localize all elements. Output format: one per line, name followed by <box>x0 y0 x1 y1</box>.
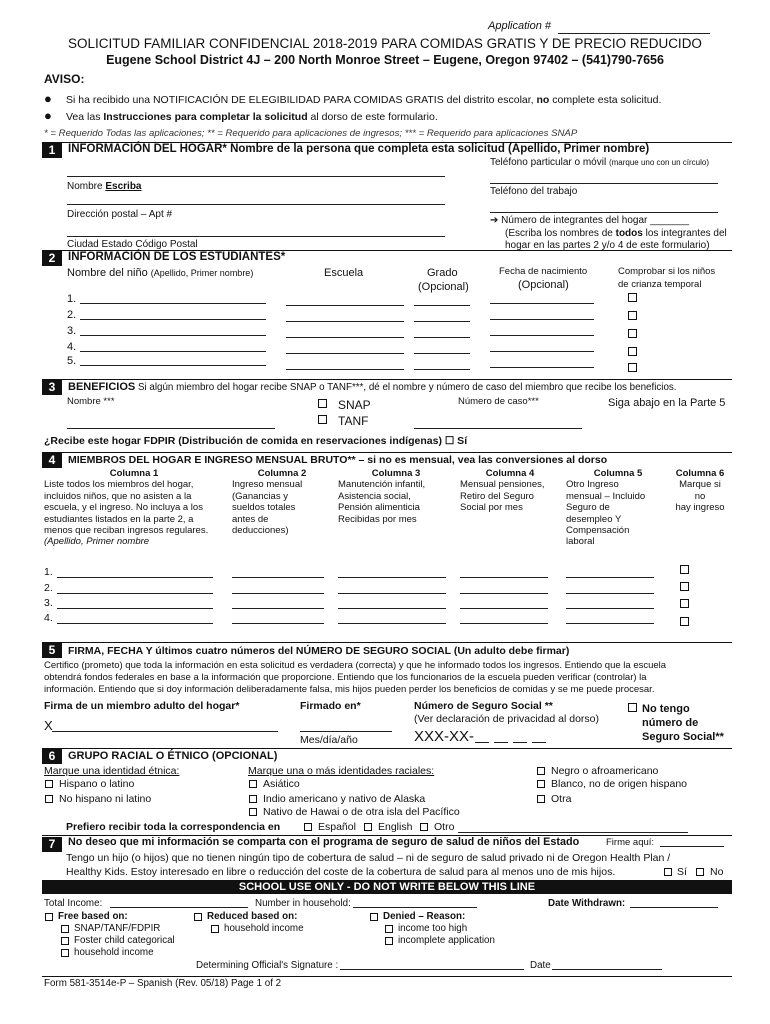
english-checkbox[interactable] <box>364 823 372 831</box>
home-phone-field[interactable] <box>490 183 718 184</box>
monthly-income-field[interactable] <box>232 577 324 578</box>
official-signature-label: Determining Official's Signature : <box>196 960 339 971</box>
income-row <box>0 612 770 628</box>
section-2-title: INFORMACIÓN DE LOS ESTUDIANTES* <box>68 251 286 263</box>
foster-checkbox[interactable] <box>628 363 637 372</box>
snap-checkbox[interactable] <box>318 399 327 408</box>
continue-note: Siga abajo en la Parte 5 <box>608 397 726 409</box>
child-support-field[interactable] <box>338 577 446 578</box>
row-number: 3. <box>67 325 77 337</box>
name-label: Nombre Escriba <box>67 181 142 192</box>
pension-field[interactable] <box>460 593 548 594</box>
case-number-field[interactable] <box>414 428 582 429</box>
no-ssn-label-3: Seguro Social** <box>642 731 724 743</box>
free-checkbox[interactable] <box>45 913 53 921</box>
date-signed-field[interactable] <box>300 731 392 732</box>
ssn-privacy-note: (Ver declaración de privacidad al dorso) <box>414 713 600 725</box>
other-language-field[interactable] <box>458 832 688 833</box>
student-row <box>0 293 770 309</box>
section-4-title: MIEMBROS DEL HOGAR E INGRESO MENSUAL BRUTO** – si no es mensual, vea las conversiones al dorso <box>68 454 608 466</box>
asian-label: Asiático <box>263 778 300 790</box>
student-row <box>0 341 770 357</box>
work-phone-field[interactable] <box>490 212 718 213</box>
member-name-field[interactable] <box>57 593 213 594</box>
grade-field[interactable] <box>414 305 470 306</box>
child-support-field[interactable] <box>338 593 446 594</box>
free-household-income-label: household income <box>74 947 154 958</box>
native-american-label: Indio americano y nativo de Alaska <box>263 793 426 805</box>
grade-field[interactable] <box>414 353 470 354</box>
free-label: Free based on: <box>58 911 128 922</box>
application-number-label: Application # <box>488 20 551 32</box>
column-1-description: Columna 1 Liste todos los miembros del hogar, incluidos niños, que no asisten a la escuela, y el ingreso. No incluya a los estudiantes listados en la parte 2, a menos que reciban ingresos regulares. (Apellido, Primer nombre <box>44 468 209 548</box>
spanish-checkbox[interactable] <box>304 823 312 831</box>
column-3-description: Columna 3 Manutención infantil, Asistencia social, Pensión alimenticia Recibidas por mes <box>338 468 426 525</box>
district-subtitle: Eugene School District 4J – 200 North Monroe Street – Eugene, Oregon 97402 – (541)790-7656 <box>106 53 664 67</box>
aviso-bullet-1: Si ha recibido una NOTIFICACIÓN DE ELEGIBILIDAD PARA COMIDAS GRATIS del distrito escolar, no complete esta solicitud. <box>66 94 662 106</box>
reduced-household-income-checkbox[interactable] <box>211 925 219 933</box>
section-6-title: GRUPO RACIAL O ÉTNICO (OPCIONAL) <box>68 750 278 762</box>
incomplete-application-checkbox[interactable] <box>385 937 393 945</box>
pacific-islander-label: Nativo de Hawai o de otra isla del Pacífico <box>263 806 460 818</box>
incomplete-application-label: incomplete application <box>398 935 495 946</box>
other-income-field[interactable] <box>566 593 654 594</box>
foster-header-2: de crianza temporal <box>618 279 702 290</box>
free-household-income-checkbox[interactable] <box>61 949 69 957</box>
household-members-note-2: hogar en las partes 2 y/o 4 de este formulario) <box>505 240 710 251</box>
no-income-checkbox[interactable] <box>680 582 689 591</box>
city-state-zip-label: Ciudad Estado Código Postal <box>67 239 198 250</box>
column-6-description: Columna 6 Marque si no hay ingreso <box>675 468 725 514</box>
column-4-description: Columna 4 Mensual pensiones, Retiro del Seguro Social por mes <box>460 468 545 514</box>
hispanic-label: Hispano o latino <box>59 778 135 790</box>
other-race-label: Otra <box>551 793 572 805</box>
household-count-field[interactable] <box>353 907 477 908</box>
monthly-income-field[interactable] <box>232 623 324 624</box>
non-hispanic-label: No hispano ni latino <box>59 793 152 805</box>
student-row <box>0 357 770 373</box>
date-withdrawn-label: Date Withdrawn: <box>548 898 626 909</box>
row-number: 1. <box>67 293 77 305</box>
foster-categorical-label: Foster child categorical <box>74 935 175 946</box>
income-too-high-label: income too high <box>398 923 468 934</box>
section-4-divider <box>42 452 732 453</box>
section-7-title: No deseo que mi información se comparta con el programa de seguro de salud de niños del Estado <box>68 836 580 848</box>
student-row <box>0 325 770 341</box>
ethnic-label: Marque una identidad étnica: <box>44 765 180 777</box>
section-6-number: 6 <box>42 749 62 764</box>
section-3-number: 3 <box>42 380 62 395</box>
school-header: Escuela <box>324 267 364 279</box>
reduced-label: Reduced based on: <box>207 911 298 922</box>
foster-checkbox[interactable] <box>628 347 637 356</box>
spanish-label: Español <box>318 821 356 833</box>
reduced-checkbox[interactable] <box>194 913 202 921</box>
no-ssn-checkbox[interactable] <box>628 703 637 712</box>
sign-here-label: Firme aquí: <box>606 837 655 848</box>
native-american-checkbox[interactable] <box>249 795 257 803</box>
foster-checkbox[interactable] <box>628 329 637 338</box>
row-number: 2. <box>67 309 77 321</box>
other-income-field[interactable] <box>566 577 654 578</box>
health-coverage-line-1: Tengo un hijo (o hijos) que no tienen ningún tipo de cobertura de salud – ni de seguro de salud privado ni de Oregon Health Plan / <box>66 852 671 864</box>
section-5-divider <box>42 642 732 643</box>
work-phone-label: Teléfono del trabajo <box>490 186 578 197</box>
white-checkbox[interactable] <box>537 780 545 788</box>
health-yes-checkbox[interactable] <box>664 868 672 876</box>
snap-tanf-fdpir-label: SNAP/TANF/FDPIR <box>74 923 161 934</box>
grade-field[interactable] <box>414 337 470 338</box>
child-name-field[interactable] <box>80 303 266 304</box>
signature-x: X <box>44 718 53 733</box>
signature-field[interactable] <box>52 731 278 732</box>
white-label: Blanco, no de origen hispano <box>551 778 688 790</box>
foster-checkbox[interactable] <box>628 311 637 320</box>
date-format-label: Mes/día/año <box>300 734 358 746</box>
ssn-digit-4[interactable] <box>532 742 546 743</box>
row-number: 4. <box>44 612 53 624</box>
non-hispanic-checkbox[interactable] <box>45 795 53 803</box>
ssn-digit-1[interactable] <box>475 742 489 743</box>
grade-field[interactable] <box>414 321 470 322</box>
member-name-field[interactable] <box>57 577 213 578</box>
application-number-field[interactable] <box>558 33 710 34</box>
member-name-field[interactable] <box>57 623 213 624</box>
snap-member-name-field[interactable] <box>67 428 275 429</box>
income-row <box>0 582 770 598</box>
black-label: Negro o afroamericano <box>551 765 659 777</box>
row-number: 1. <box>44 566 53 578</box>
official-date-label: Date <box>530 960 551 971</box>
household-members-note-1: (Escriba los nombres de todos los integrantes del <box>505 228 727 239</box>
grade-optional: (Opcional) <box>418 281 469 293</box>
asian-checkbox[interactable] <box>249 780 257 788</box>
row-number: 2. <box>44 582 53 594</box>
form-title: SOLICITUD FAMILIAR CONFIDENCIAL 2018-2019 PARA COMIDAS GRATIS Y DE PRECIO REDUCIDO <box>68 36 702 51</box>
school-field[interactable] <box>286 353 404 354</box>
row-number: 4. <box>67 341 77 353</box>
footer-divider <box>42 976 732 977</box>
aviso-bullet-2: Vea las Instrucciones para completar la solicitud al dorso de este formulario. <box>66 111 438 123</box>
address-field[interactable] <box>67 204 445 205</box>
required-legend: * = Requerido Todas las aplicaciones; ** = Requerido para aplicaciones de ingresos; *** = Requerido para aplicaciones SNAP <box>44 128 578 139</box>
section-2-number: 2 <box>42 251 62 266</box>
other-income-field[interactable] <box>566 608 654 609</box>
income-too-high-checkbox[interactable] <box>385 925 393 933</box>
no-income-checkbox[interactable] <box>680 565 689 574</box>
child-support-field[interactable] <box>338 608 446 609</box>
household-members-label: ➔ Número de integrantes del hogar _______ <box>490 215 690 226</box>
health-no-label: No <box>710 866 724 878</box>
bullet-icon: ● <box>44 91 52 106</box>
school-field[interactable] <box>286 321 404 322</box>
pension-field[interactable] <box>460 623 548 624</box>
hispanic-checkbox[interactable] <box>45 780 53 788</box>
bullet-icon: ● <box>44 108 52 123</box>
child-name-header: Nombre del niño (Apellido, Primer nombre) <box>67 267 254 279</box>
home-phone-label: Teléfono particular o móvil (marque uno con un círculo) <box>490 157 710 168</box>
student-row <box>0 309 770 325</box>
other-income-field[interactable] <box>566 623 654 624</box>
case-number-label: Número de caso*** <box>458 396 539 407</box>
tanf-checkbox[interactable] <box>318 415 327 424</box>
section-5-title: FIRMA, FECHA Y últimos cuatro números del NÚMERO DE SEGURO SOCIAL (Un adulto debe firmar) <box>68 645 570 657</box>
denied-label: Denied – Reason: <box>383 911 466 922</box>
health-yes-label: Sí <box>677 866 687 878</box>
total-income-field[interactable] <box>110 907 248 908</box>
section-3-divider <box>42 379 732 380</box>
form-footer: Form 581-3514e-P – Spanish (Rev. 05/18) Page 1 of 2 <box>44 978 282 989</box>
official-signature-field[interactable] <box>340 969 524 970</box>
section-1-number: 1 <box>42 143 62 158</box>
monthly-income-field[interactable] <box>232 608 324 609</box>
section-4-number: 4 <box>42 453 62 468</box>
city-state-zip-field[interactable] <box>67 236 445 237</box>
row-number: 5. <box>67 355 77 367</box>
section-5-number: 5 <box>42 643 62 658</box>
child-name-field[interactable] <box>80 365 266 366</box>
other-language-checkbox[interactable] <box>420 823 428 831</box>
other-race-checkbox[interactable] <box>537 795 545 803</box>
opt-out-signature-field[interactable] <box>660 846 724 847</box>
foster-checkbox[interactable] <box>628 293 637 302</box>
snap-label: SNAP <box>338 398 371 412</box>
dob-field[interactable] <box>490 335 594 336</box>
income-row <box>0 566 770 582</box>
no-ssn-label-2: número de <box>642 717 699 729</box>
snap-name-label: Nombre *** <box>67 396 115 407</box>
child-name-field[interactable] <box>80 319 266 320</box>
no-income-checkbox[interactable] <box>680 617 689 626</box>
arrow-icon: ➔ <box>490 215 499 226</box>
pacific-islander-checkbox[interactable] <box>249 808 257 816</box>
column-5-description: Columna 5 Otro Ingreso mensual – Incluido Seguro de desempleo Y Compensación laboral <box>566 468 646 548</box>
aviso-title: AVISO: <box>44 72 85 86</box>
child-name-field[interactable] <box>80 335 266 336</box>
section-7-number: 7 <box>42 837 62 852</box>
ssn-label: Número de Seguro Social ** <box>414 700 553 712</box>
foster-categorical-checkbox[interactable] <box>61 937 69 945</box>
health-coverage-line-2: Healthy Kids. Estoy interesado en libre o reducción del coste de la cobertura de salud para al menos uno de mis hijos. <box>66 866 616 878</box>
official-date-field[interactable] <box>552 969 662 970</box>
dob-header: Fecha de nacimiento <box>499 266 588 277</box>
address-label: Dirección postal – Apt # <box>67 209 173 220</box>
section-3-title: BENEFICIOS Si algún miembro del hogar recibe SNAP o TANF***, dé el nombre y número de caso del miembro que recibe los beneficios. <box>68 381 677 393</box>
black-checkbox[interactable] <box>537 767 545 775</box>
household-count-label: Number in household: <box>255 898 351 909</box>
health-no-checkbox[interactable] <box>696 868 704 876</box>
member-name-field[interactable] <box>57 608 213 609</box>
no-income-checkbox[interactable] <box>680 599 689 608</box>
income-row <box>0 597 770 613</box>
foster-header: Comprobar si los niños <box>618 266 716 277</box>
grade-header: Grado <box>427 267 458 279</box>
monthly-income-field[interactable] <box>232 593 324 594</box>
signature-label: Firma de un miembro adulto del hogar* <box>44 700 240 712</box>
ssn-digit-3[interactable] <box>513 742 527 743</box>
dob-field[interactable] <box>490 303 594 304</box>
english-label: English <box>378 821 413 833</box>
correspondence-label: Prefiero recibir toda la correspondencia en <box>66 821 281 833</box>
denied-checkbox[interactable] <box>370 913 378 921</box>
pension-field[interactable] <box>460 577 548 578</box>
tanf-label: TANF <box>338 414 369 428</box>
date-withdrawn-field[interactable] <box>630 907 718 908</box>
grade-field[interactable] <box>414 369 470 370</box>
column-2-description: Columna 2 Ingreso mensual (Ganancias y sueldos totales antes de deducciones) <box>232 468 307 536</box>
dob-field[interactable] <box>490 351 594 352</box>
other-language-label: Otro <box>434 821 455 833</box>
row-number: 3. <box>44 597 53 609</box>
school-field[interactable] <box>286 305 404 306</box>
certification-paragraph: Certifico (prometo) que toda la información en esta solicitud es verdadera (correcta) y que he informado todos los ingresos. Entiendo que la escuela obtendrá fondos federales en base a la información que proporcione. Entiendo que los funcionarios de la escuela pueden verificar (controlar) la información. Entiendo que si doy información deliberadamente falsa, mis hijos pueden perder los beneficios de comidas y se me puede procesar. <box>44 660 667 695</box>
section-6-divider <box>42 748 732 749</box>
fdpir-question: ¿Recibe este hogar FDPIR (Distribución de comida en reservaciones indígenas) ☐ Sí <box>44 435 468 447</box>
child-name-field[interactable] <box>80 351 266 352</box>
dob-field[interactable] <box>490 367 594 368</box>
ssn-digit-2[interactable] <box>494 742 508 743</box>
total-income-label: Total Income: <box>44 898 103 909</box>
race-label: Marque una o más identidades raciales: <box>248 765 435 777</box>
ssn-prefix: XXX-XX- <box>414 728 475 745</box>
applicant-name-field[interactable] <box>67 176 445 177</box>
signed-on-label: Firmado en* <box>300 700 361 712</box>
section-1-title: INFORMACIÓN DEL HOGAR* Nombre de la persona que completa esta solicitud (Apellido, Primer nombre) <box>68 143 650 155</box>
school-field[interactable] <box>286 337 404 338</box>
child-support-field[interactable] <box>338 623 446 624</box>
reduced-household-income-label: household income <box>224 923 304 934</box>
school-use-banner: SCHOOL USE ONLY - DO NOT WRITE BELOW THIS LINE <box>42 880 732 894</box>
snap-tanf-fdpir-checkbox[interactable] <box>61 925 69 933</box>
pension-field[interactable] <box>460 608 548 609</box>
dob-field[interactable] <box>490 319 594 320</box>
school-field[interactable] <box>286 369 404 370</box>
no-ssn-label-1: No tengo <box>642 703 690 715</box>
dob-optional: (Opcional) <box>518 279 569 291</box>
